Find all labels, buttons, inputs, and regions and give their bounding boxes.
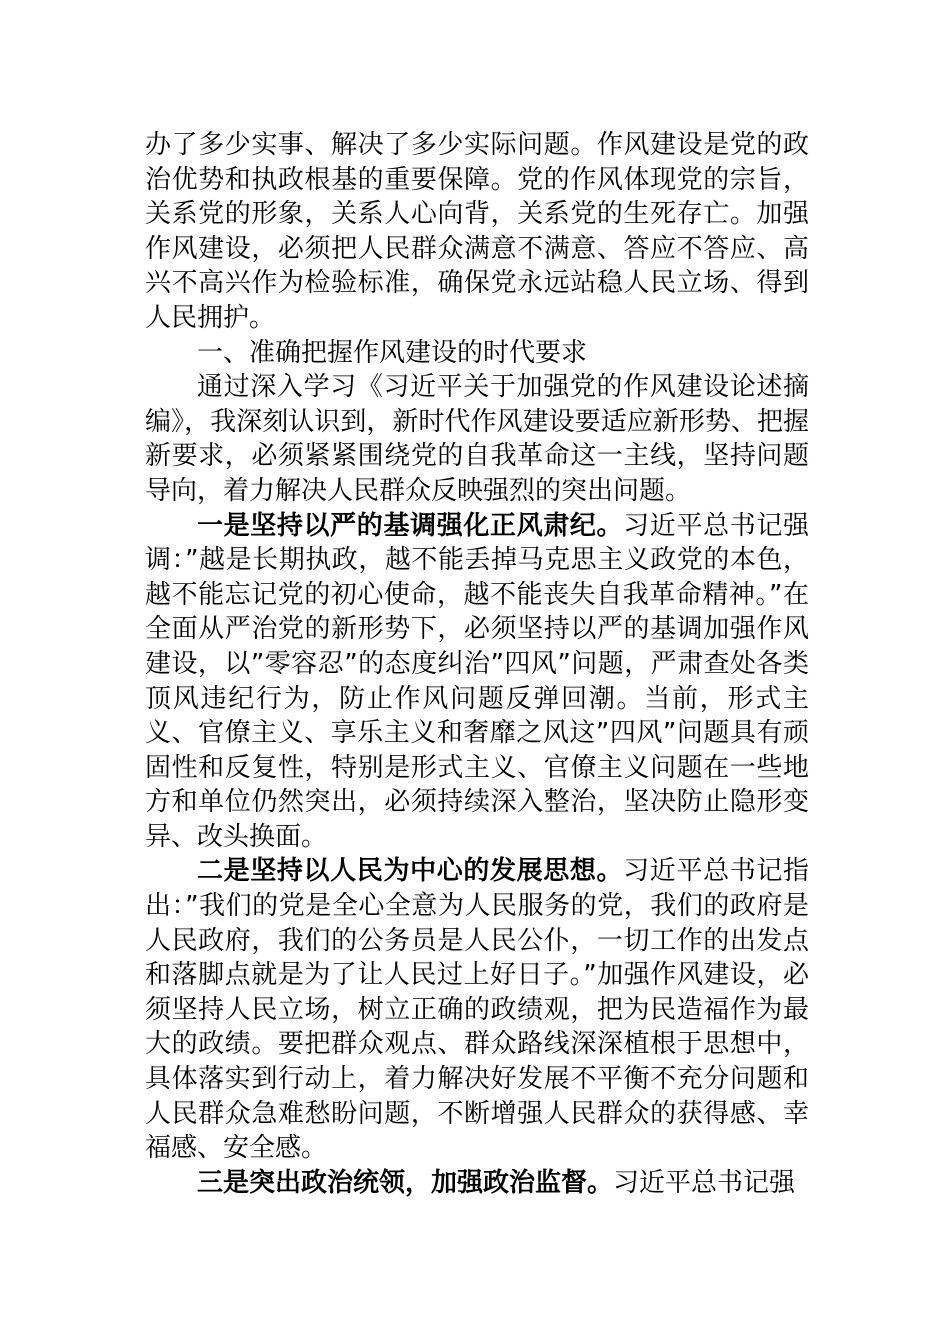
point-one-lead: 一是坚持以严的基调强化正风肃纪。 [197,510,624,541]
paragraph-text: 习近平总书记指出：”我们的党是全心全意为人民服务的党，我们的政府是人民政府，我们的公务员是人民公仆，一切工作的出发点和落脚点就是为了让人民过上好日子。”加强作风建设，必须坚持人民立场，树立正确的政绩观，把为民造福作为最大的政绩。要把群众观点、群众路线深深植根于思想中，具体落实到行动上，着力解决好发展不平衡不充分问题和人民群众急难愁盼问题，不断增强人民群众的获得感、幸福感、安全感。 [145,856,809,1164]
body-text [145,128,809,1200]
paragraph-text: 办了多少实事、解决了多少实际问题。作风建设是党的政治优势和执政根基的重要保障。党的作风体现党的宗旨，关系党的形象，关系人心向背，关系党的生死存亡。加强作风建设，必须把人民群众满意不满意、答应不答应、高兴不高兴作为检验标准，确保党永远站稳人民立场、得到人民拥护。 [145,130,809,333]
point-two-paragraph [145,854,809,1165]
paragraph-text: 通过深入学习《习近平关于加强党的作风建设论述摘编》，我深刻认识到，新时代作风建设要适应新形势、把握新要求，必须紧紧围绕党的自我革命这一主线，坚持问题导向，着力解决人民群众反映强烈的突出问题。 [145,372,809,506]
section-heading [145,336,809,371]
paragraph-text: 习近平总书记强调：”越是长期执政，越不能丢掉马克思主义政党的本色，越不能忘记党的初心使命，越不能丧失自我革命精神。”在全面从严治党的新形势下，必须坚持以严的基调加强作风建设，以”零容忍”的态度纠治”四风”问题，严肃查处各类顶风违纪行为，防止作风问题反弹回潮。当前，形式主义、官僚主义、享乐主义和奢靡之风这”四风”问题具有顽固性和反复性，特别是形式主义、官僚主义问题在一些地方和单位仍然突出，必须持续深入整治，坚决防止隐形变异、改头换面。 [145,510,809,852]
paragraph-text: 习近平总书记强 [613,1167,796,1198]
point-one-paragraph [145,509,809,855]
study-paragraph [145,370,809,508]
point-two-lead: 二是坚持以人民为中心的发展思想。 [197,856,624,887]
point-three-paragraph [145,1166,809,1201]
intro-paragraph [145,128,809,336]
heading-text: 一、准确把握作风建设的时代要求 [197,337,588,368]
point-three-lead: 三是突出政治统领，加强政治监督。 [197,1167,614,1198]
